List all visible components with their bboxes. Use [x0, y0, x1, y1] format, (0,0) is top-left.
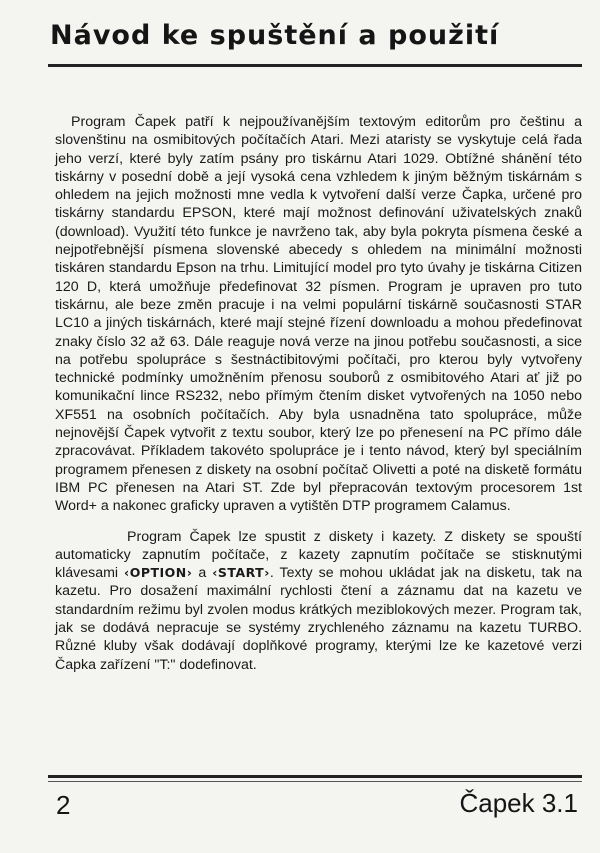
paragraph-1: Program Čapek patří k nejpoužívanějším textovým editorům pro češtinu a slovenštinu na osmibitových počítačích Atari. Mezi ataristy se vyskytuje celá řada jeho verzí, které byly zatím psány pro tiskárnu Atari 1029. Obtížné shánění této tiskárny v posední době a její vysoká cena vzhledem k jiným běžným tiskárnám s ohledem na jejich možnosti mne vedla k vytvoření další verze Čapka, určené pro tiskárny standardu EPSON, které mají možnost definování uživatelských znaků (download). Využití této funkce je navrženo tak, aby byla pokryta písmena české a nejpotřebnější písmena slovenské abecedy s ohledem na minimální možnosti tiskáren standardu Epson na trhu. Limitující model pro tyto úvahy je tiskárna Citizen 120 D, která umožňuje předefinovat 32 písmen. Program je upraven pro tuto tiskárnu, ale beze změn pracuje i na velmi populární tiskárně současnosti STAR LC10 a jiných tiskárnách, které mají stejné řízení downloadu a mohou předefinovat znaky číslo 32 až 63. Dále reaguje nová verze na jinou potřebu současnosti, a sice na potřebu spolupráce s šestnáctibitovými počítači, pro kterou byly vytvořeny technické podmínky umožněním přenosu souborů z osmibitového Atari ať již po komunikační lince RS232, nebo přímým čtením disket vytvořených na 1050 nebo XF551 na osobních počítačích. Aby byla usnadněna tato spolupráce, může nejnovější Čapek vytvořit z textu soubor, který lze po přenesení na PC přímo dále zpracovávat. Příkladem takovéto spolupráce je i tento návod, který byl speciálním programem přenesen z diskety na osobní počítač Olivetti a poté na disketě formátu IBM PC přenesen na Atari ST. Zde byl přepracován textovým procesorem 1st Word+ a nakonec graficky upraven a vytištěn DTP programem Calamus.: [55, 114, 582, 515]
paragraph-2-text-c: . Texty se mohou ukládat jak na disketu, tak na kazetu. Pro dosažení maximální rychlosti čtení a záznamu dat na kazetu ve standardním režimu byl zvolen modus krátkých meziblokových mezer. Program tak, jak se dodává nepracuje se systémy zrychleného záznamu na kazetu TURBO. Různé kluby však dodávají doplňkové programy, kterými lze ke kazetové verzi Čapka zařízení "T:" dodefinovat.: [55, 565, 582, 673]
paragraph-2-text-a: Program Čapek lze spustit z diskety i kazety. Z diskety se spouští automaticky zapnutím počítače, z kazety zapnutím počítače se stisknutými klávesami: [55, 528, 582, 582]
start-key-label: ‹START›: [212, 565, 270, 581]
page-title: Návod ke spuštění a použití: [50, 20, 500, 51]
paragraph-2-text-b: a: [192, 565, 213, 582]
running-title: Čapek 3.1: [459, 788, 578, 818]
footer-divider: [48, 775, 582, 778]
title-divider: [48, 64, 582, 67]
page-number: 2: [56, 790, 71, 820]
footer-divider-thin: [48, 781, 582, 782]
body-text: [55, 113, 582, 674]
option-key-label: ‹OPTION›: [124, 565, 193, 581]
paragraph-2: [55, 528, 582, 674]
